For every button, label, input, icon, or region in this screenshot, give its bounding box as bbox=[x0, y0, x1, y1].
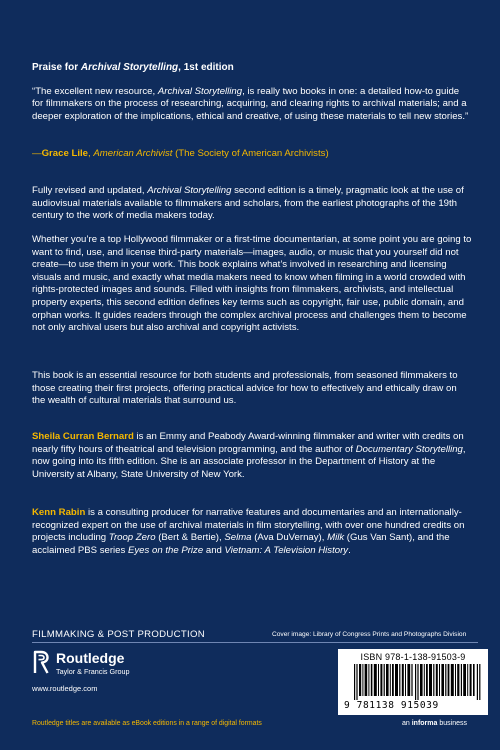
publisher-website[interactable]: www.routledge.com bbox=[32, 684, 98, 693]
description-paragraph-3: This book is an essential resource for both students and professionals, from seasoned filmmakers to those creating their first projects, offering practical advice for how to effectively and ethically draw on the wealth of cultural materials that surround us. bbox=[32, 370, 458, 407]
barcode-number: 9 781138 915039 bbox=[344, 700, 439, 711]
reviewer-name: Grace Lile bbox=[41, 148, 88, 159]
review-source: American Archivist bbox=[93, 148, 173, 159]
praise-book-title: Archival Storytelling bbox=[80, 62, 179, 73]
footer-divider bbox=[32, 642, 478, 643]
routledge-logo-icon bbox=[32, 649, 50, 675]
cover-image-credit: Cover image: Library of Congress Prints and Photographs Division bbox=[272, 631, 467, 638]
author-bio-rabin: Kenn Rabin is a consulting producer for narrative features and documentaries and an internationally-recognized expert on the use of archival materials in film storytelling, with over one hundred credits on projects including Troop Zero (Bert & Bertie), Selma (Ava DuVernay), Milk (Gus Van Sant), and the acclaimed PBS series Eyes on the Prize and Vietnam: A Television History. bbox=[32, 507, 465, 556]
author-name: Sheila Curran Bernard bbox=[32, 431, 134, 442]
description-paragraph-2: Whether you’re a top Hollywood filmmaker or a first-time documentarian, at some point you are going to want to find, use, and license third-party materials—images, audio, or music that you yourself did not create—to use them in your work. This book explains what’s involved in researching and licensing visuals and music, and exactly what media makers need to know when filming in a world crowded with rights-protected images and sounds. Filled with insights from filmmakers, archivists, and intellectual property experts, this second edition defines key terms such as copyright, fair use, public domain, and orphan works. It guides readers through the complex archival process and challenges them to become not only archival users but also archival and copyright activists. bbox=[32, 234, 472, 334]
description-paragraph-1: Fully revised and updated, Archival Storytelling second edition is a timely, pragmatic look at the use of audiovisual materials available to filmmakers and scholars, from the earliest photographs of the 19th century to the work of media makers today. bbox=[32, 185, 464, 222]
barcode-bars bbox=[354, 664, 482, 700]
author-bio-bernard: Sheila Curran Bernard is an Emmy and Peabody Award-winning filmmaker and writer with credits on nearly fifty hours of theatrical and television programming, and the author of Documentary Storytelling, now going into its fifth edition. She is an associate professor in the Department of History at the University at Albany, State University of New York. bbox=[32, 431, 466, 480]
informa-tagline: an informa business bbox=[402, 720, 467, 727]
subject-category: FILMMAKING & POST PRODUCTION bbox=[32, 629, 205, 640]
isbn: ISBN 978-1-138-91503-9 bbox=[360, 652, 466, 662]
barcode bbox=[338, 649, 488, 715]
publisher-group: Taylor & Francis Group bbox=[56, 667, 130, 676]
praise-heading: Praise for Archival Storytelling, 1st edition bbox=[32, 62, 234, 73]
publisher-name: Routledge bbox=[56, 650, 125, 666]
quote-attribution: —Grace Lile, American Archivist (The Society of American Archivists) bbox=[32, 148, 329, 159]
review-quote: “The excellent new resource, Archival Storytelling, is really two books in one: a detailed how-to guide for filmmakers on the process of researching, acquiring, and clearing rights to archival materials; and a deeper exploration of the implications, ethical and creative, of using these materials to tell new stories.” bbox=[32, 86, 469, 122]
ebook-note: Routledge titles are available as eBook editions in a range of digital formats bbox=[32, 720, 262, 727]
author-name: Kenn Rabin bbox=[32, 507, 86, 518]
